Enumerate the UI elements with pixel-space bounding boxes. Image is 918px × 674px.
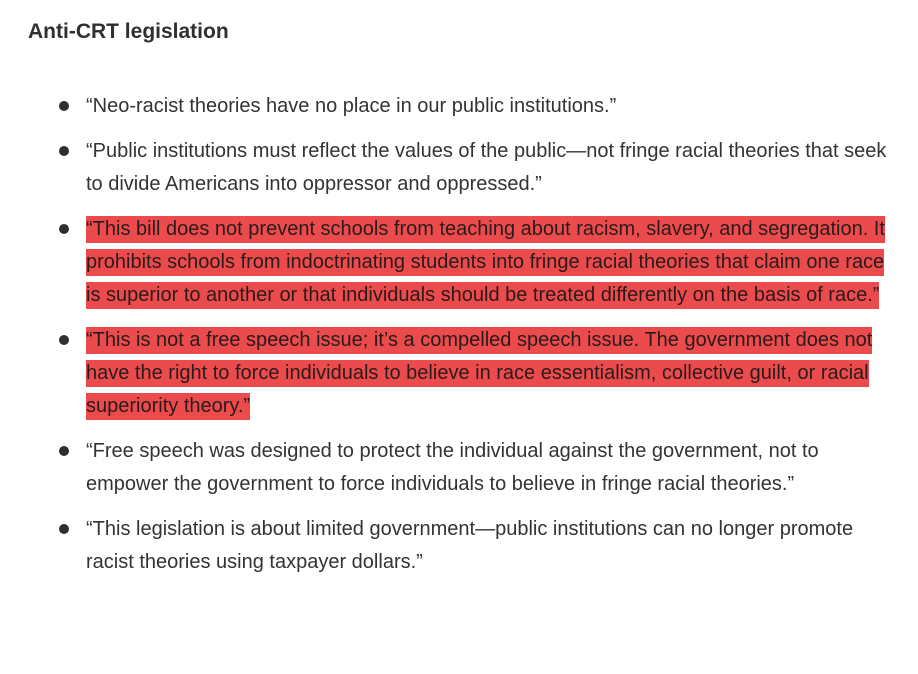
- quote-text: “Neo-racist theories have no place in our public institutions.”: [86, 95, 617, 117]
- highlighted-quote-text: “This is not a free speech issue; it’s a compelled speech issue. The government does not have the right to force individuals to believe in race essentialism, collective guilt, or racial superiority theory.”: [86, 327, 872, 420]
- bullet-dot-icon: [59, 335, 69, 345]
- quote-text: “Public institutions must reflect the values of the public—not fringe racial theories that seek to divide Americans into oppressor and oppressed.”: [86, 140, 887, 195]
- quote-text: “Free speech was designed to protect the individual against the government, not to empower the government to force individuals to believe in fringe racial theories.”: [86, 440, 819, 495]
- quote-list: [56, 90, 892, 591]
- list-item: [56, 324, 892, 423]
- bullet-dot-icon: [59, 446, 69, 456]
- quote-text: “This legislation is about limited government—public institutions can no longer promote racist theories using taxpayer dollars.”: [86, 518, 854, 573]
- list-item: [56, 435, 892, 501]
- bullet-dot-icon: [59, 101, 69, 111]
- list-item: [56, 513, 892, 579]
- list-item: [56, 213, 892, 312]
- section-heading: Anti-CRT legislation: [28, 20, 229, 43]
- bullet-dot-icon: [59, 146, 69, 156]
- list-item: [56, 90, 892, 123]
- bullet-dot-icon: [59, 224, 69, 234]
- list-item: [56, 135, 892, 201]
- highlighted-quote-text: “This bill does not prevent schools from teaching about racism, slavery, and segregation. It prohibits schools from indoctrinating students into fringe racial theories that claim one race is superior to another or that individuals should be treated differently on the basis of race.”: [86, 216, 885, 309]
- bullet-dot-icon: [59, 524, 69, 534]
